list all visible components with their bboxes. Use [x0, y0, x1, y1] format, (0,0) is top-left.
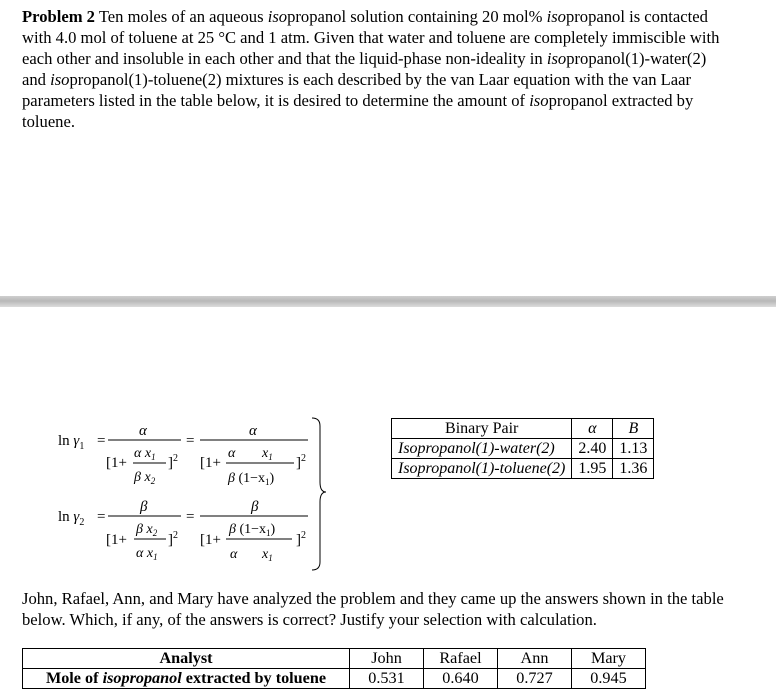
- param-cell-alpha: 1.95: [572, 459, 613, 479]
- svg-text:α: α: [139, 423, 147, 439]
- equation-ln-gamma1: [58, 423, 308, 487]
- svg-text:α: α: [249, 423, 257, 439]
- svg-text:]: ]: [296, 532, 301, 548]
- svg-text:]: ]: [296, 455, 301, 471]
- answers-header-analyst: Analyst: [23, 649, 350, 669]
- param-header-alpha: α: [572, 419, 613, 439]
- svg-text:=: =: [97, 433, 106, 449]
- svg-text:]: ]: [168, 455, 173, 471]
- param-table-header: [392, 419, 654, 439]
- param-cell-alpha: 2.40: [572, 439, 613, 459]
- svg-text:2: 2: [301, 453, 306, 464]
- param-header-b: B: [613, 419, 654, 439]
- answer-value: 0.727: [498, 669, 572, 689]
- problem-text-segment: iso: [267, 7, 288, 26]
- equation-ln-gamma2: [58, 499, 308, 563]
- analyst-name: Mary: [572, 649, 646, 669]
- answers-table: [22, 648, 646, 689]
- answers-value-row: [23, 669, 646, 689]
- svg-text:α: α: [230, 547, 238, 562]
- svg-text:[1+: [1+: [106, 532, 127, 548]
- problem-text-segment: iso: [50, 70, 70, 89]
- svg-text:α x1: α $x_1$: [134, 446, 156, 462]
- svg-text:=: =: [186, 509, 195, 525]
- problem-text-segment: propanol solution containing 20 mol%: [287, 7, 547, 26]
- van-laar-equations: [54, 412, 334, 582]
- svg-text:=: =: [97, 509, 106, 525]
- problem-label: Problem 2: [22, 7, 95, 26]
- svg-text:β x2: β $x_2$: [136, 522, 158, 538]
- svg-text:β: β: [251, 499, 259, 515]
- problem-text-segment: propanol(1)-water(2) and: [22, 49, 707, 89]
- svg-text:2: 2: [301, 530, 306, 541]
- van-laar-parameter-table: [391, 418, 654, 479]
- svg-text:[1+: [1+: [200, 532, 221, 548]
- problem-text-segment: iso: [546, 7, 566, 26]
- problem-text-segment: propanol is contacted with 4.0 mol of toluene at 25 °C and 1 atm. Given that water and toluene are completely immiscible with each other and insoluble in each other and that the liquid-phase non-ideality in: [22, 7, 720, 68]
- svg-text:β x2: β $x_2$: [134, 470, 156, 486]
- analyst-name: Rafael: [424, 649, 498, 669]
- svg-text:2: 2: [173, 453, 178, 464]
- answer-value: 0.531: [350, 669, 424, 689]
- svg-text:[1+: [1+: [106, 455, 127, 471]
- svg-text:=: =: [186, 433, 195, 449]
- param-cell-pair: Isopropanol(1)-toluene(2): [392, 459, 572, 479]
- svg-text:β (1−x1): β $(1-x_1)$: [229, 522, 276, 538]
- problem-text-segment: iso: [529, 91, 549, 110]
- svg-text:2: 2: [173, 530, 178, 541]
- svg-text:ln γ2: $\ln \gamma_2$: [58, 509, 85, 528]
- answer-value: 0.945: [572, 669, 646, 689]
- svg-text:α: α: [228, 446, 236, 461]
- svg-text:ln γ1: $\ln \gamma_1$: [58, 433, 85, 452]
- param-cell-pair: Isopropanol(1)-water(2): [392, 439, 572, 459]
- section-divider: [0, 296, 776, 307]
- svg-text:[1+: [1+: [200, 455, 221, 471]
- svg-text:β: β: [140, 499, 148, 515]
- answers-row-label: Mole of isopropanol extracted by toluene: [23, 669, 350, 689]
- svg-text:x1: $x_1$: [262, 547, 273, 563]
- problem-text-segment: propanol(1)-toluene(2) mixtures is each described by the van Laar equation with the van Laar parameters listed in the table below, it is desired to determine the amount of: [22, 70, 692, 110]
- problem-text-segment: iso: [546, 49, 567, 68]
- svg-text:β (1−x1): β $(1-x_1)$: [228, 471, 275, 487]
- param-cell-b: 1.13: [613, 439, 654, 459]
- analyst-name: Ann: [498, 649, 572, 669]
- svg-text:]: ]: [168, 532, 173, 548]
- param-table-row: [392, 439, 654, 459]
- question-text: John, Rafael, Ann, and Mary have analyzed the problem and they came up the answers shown in the table below. Which, if any, of the answers is correct? Justify your selection with calculation.: [22, 589, 724, 629]
- svg-text:x1: $x_1$: [262, 446, 273, 462]
- param-header-binary-pair: Binary Pair: [392, 419, 572, 439]
- equation-bracket: [312, 418, 326, 570]
- problem-statement: [22, 6, 722, 132]
- svg-text:α x1: α $x_1$: [136, 546, 158, 562]
- analyst-name: John: [350, 649, 424, 669]
- problem-text-segment: Ten moles of an aqueous: [94, 7, 268, 26]
- param-cell-b: 1.36: [613, 459, 654, 479]
- problem-body: [22, 7, 719, 131]
- answers-header-row: [23, 649, 646, 669]
- answer-value: 0.640: [424, 669, 498, 689]
- problem-text-segment: propanol extracted by toluene.: [22, 91, 694, 131]
- param-table-row: [392, 459, 654, 479]
